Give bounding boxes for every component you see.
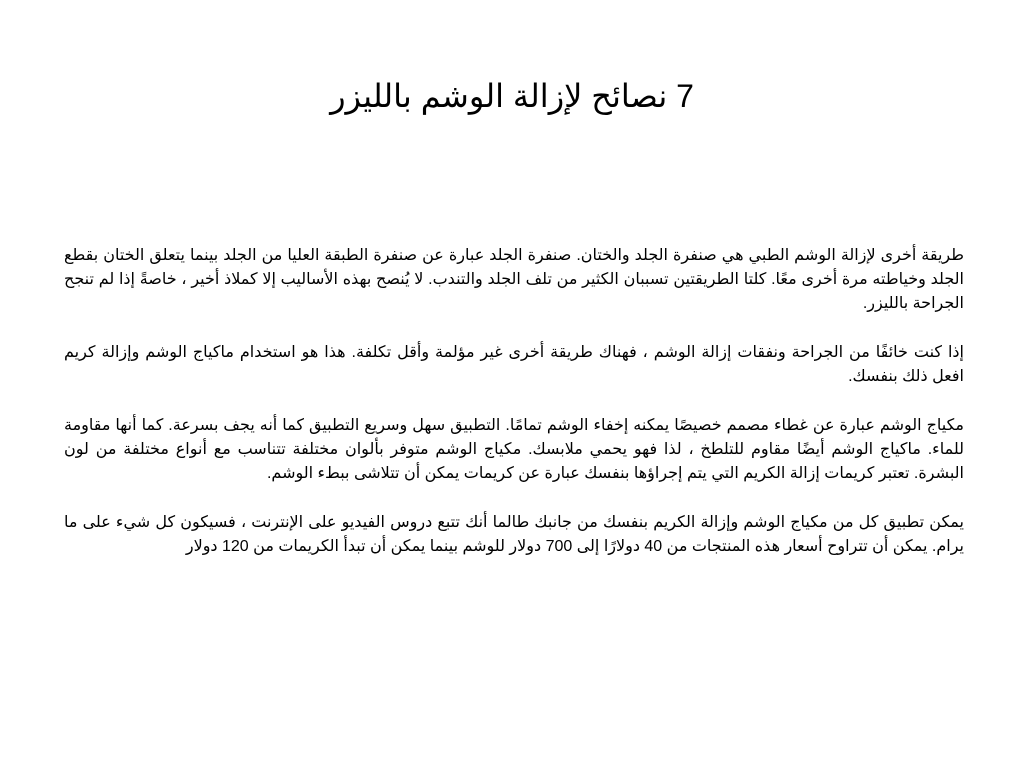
paragraph-tattoo-makeup: مكياج الوشم عبارة عن غطاء مصمم خصيصًا يمكنه إخفاء الوشم تمامًا. التطبيق سهل وسريع التطبيق كما أنه يجف بسرعة. كما أنها مقاومة للماء. ماكياج الوشم أيضًا مقاوم للتلطخ ، لذا فهو يحمي ملابسك. مكياج الوشم متوفر بألوان مختلفة تتناسب مع أنواع مختلفة من لون البشرة. تعتبر كريمات إزالة الكريم التي يتم إجراؤها بنفسك عبارة عن كريمات يمكن أن تتلاشى ببطء الوشم. — [64, 417, 964, 482]
slide-body — [64, 244, 964, 584]
paragraph-surgical-removal: طريقة أخرى لإزالة الوشم الطبي هي صنفرة الجلد والختان. صنفرة الجلد عبارة عن صنفرة الطبقة العليا من الجلد بينما يتعلق الختان بقطع الجلد وخياطته مرة أخرى معًا. كلتا الطريقتين تسببان الكثير من تلف الجلد والتندب. لا يُنصح بهذه الأساليب إلا كملاذ أخير ، خاصةً إذا لم تنجح الجراحة بالليزر. — [64, 247, 964, 312]
paragraph-prices: يمكن تطبيق كل من مكياج الوشم وإزالة الكريم بنفسك من جانبك طالما أنك تتبع دروس الفيديو على الإنترنت ، فسيكون كل شيء على ما يرام. يمكن أن تتراوح أسعار هذه المنتجات من 40 دولارًا إلى 700 دولار للوشم بينما يمكن أن تبدأ الكريمات من 120 دولار — [64, 514, 964, 555]
paragraph-cheaper-alternative: إذا كنت خائفًا من الجراحة ونفقات إزالة الوشم ، فهناك طريقة أخرى غير مؤلمة وأقل تكلفة. هذا هو استخدام ماكياج الوشم وإزالة كريم افعل ذلك بنفسك. — [64, 344, 964, 385]
slide-title: 7 نصائح لإزالة الوشم بالليزر — [330, 78, 694, 114]
